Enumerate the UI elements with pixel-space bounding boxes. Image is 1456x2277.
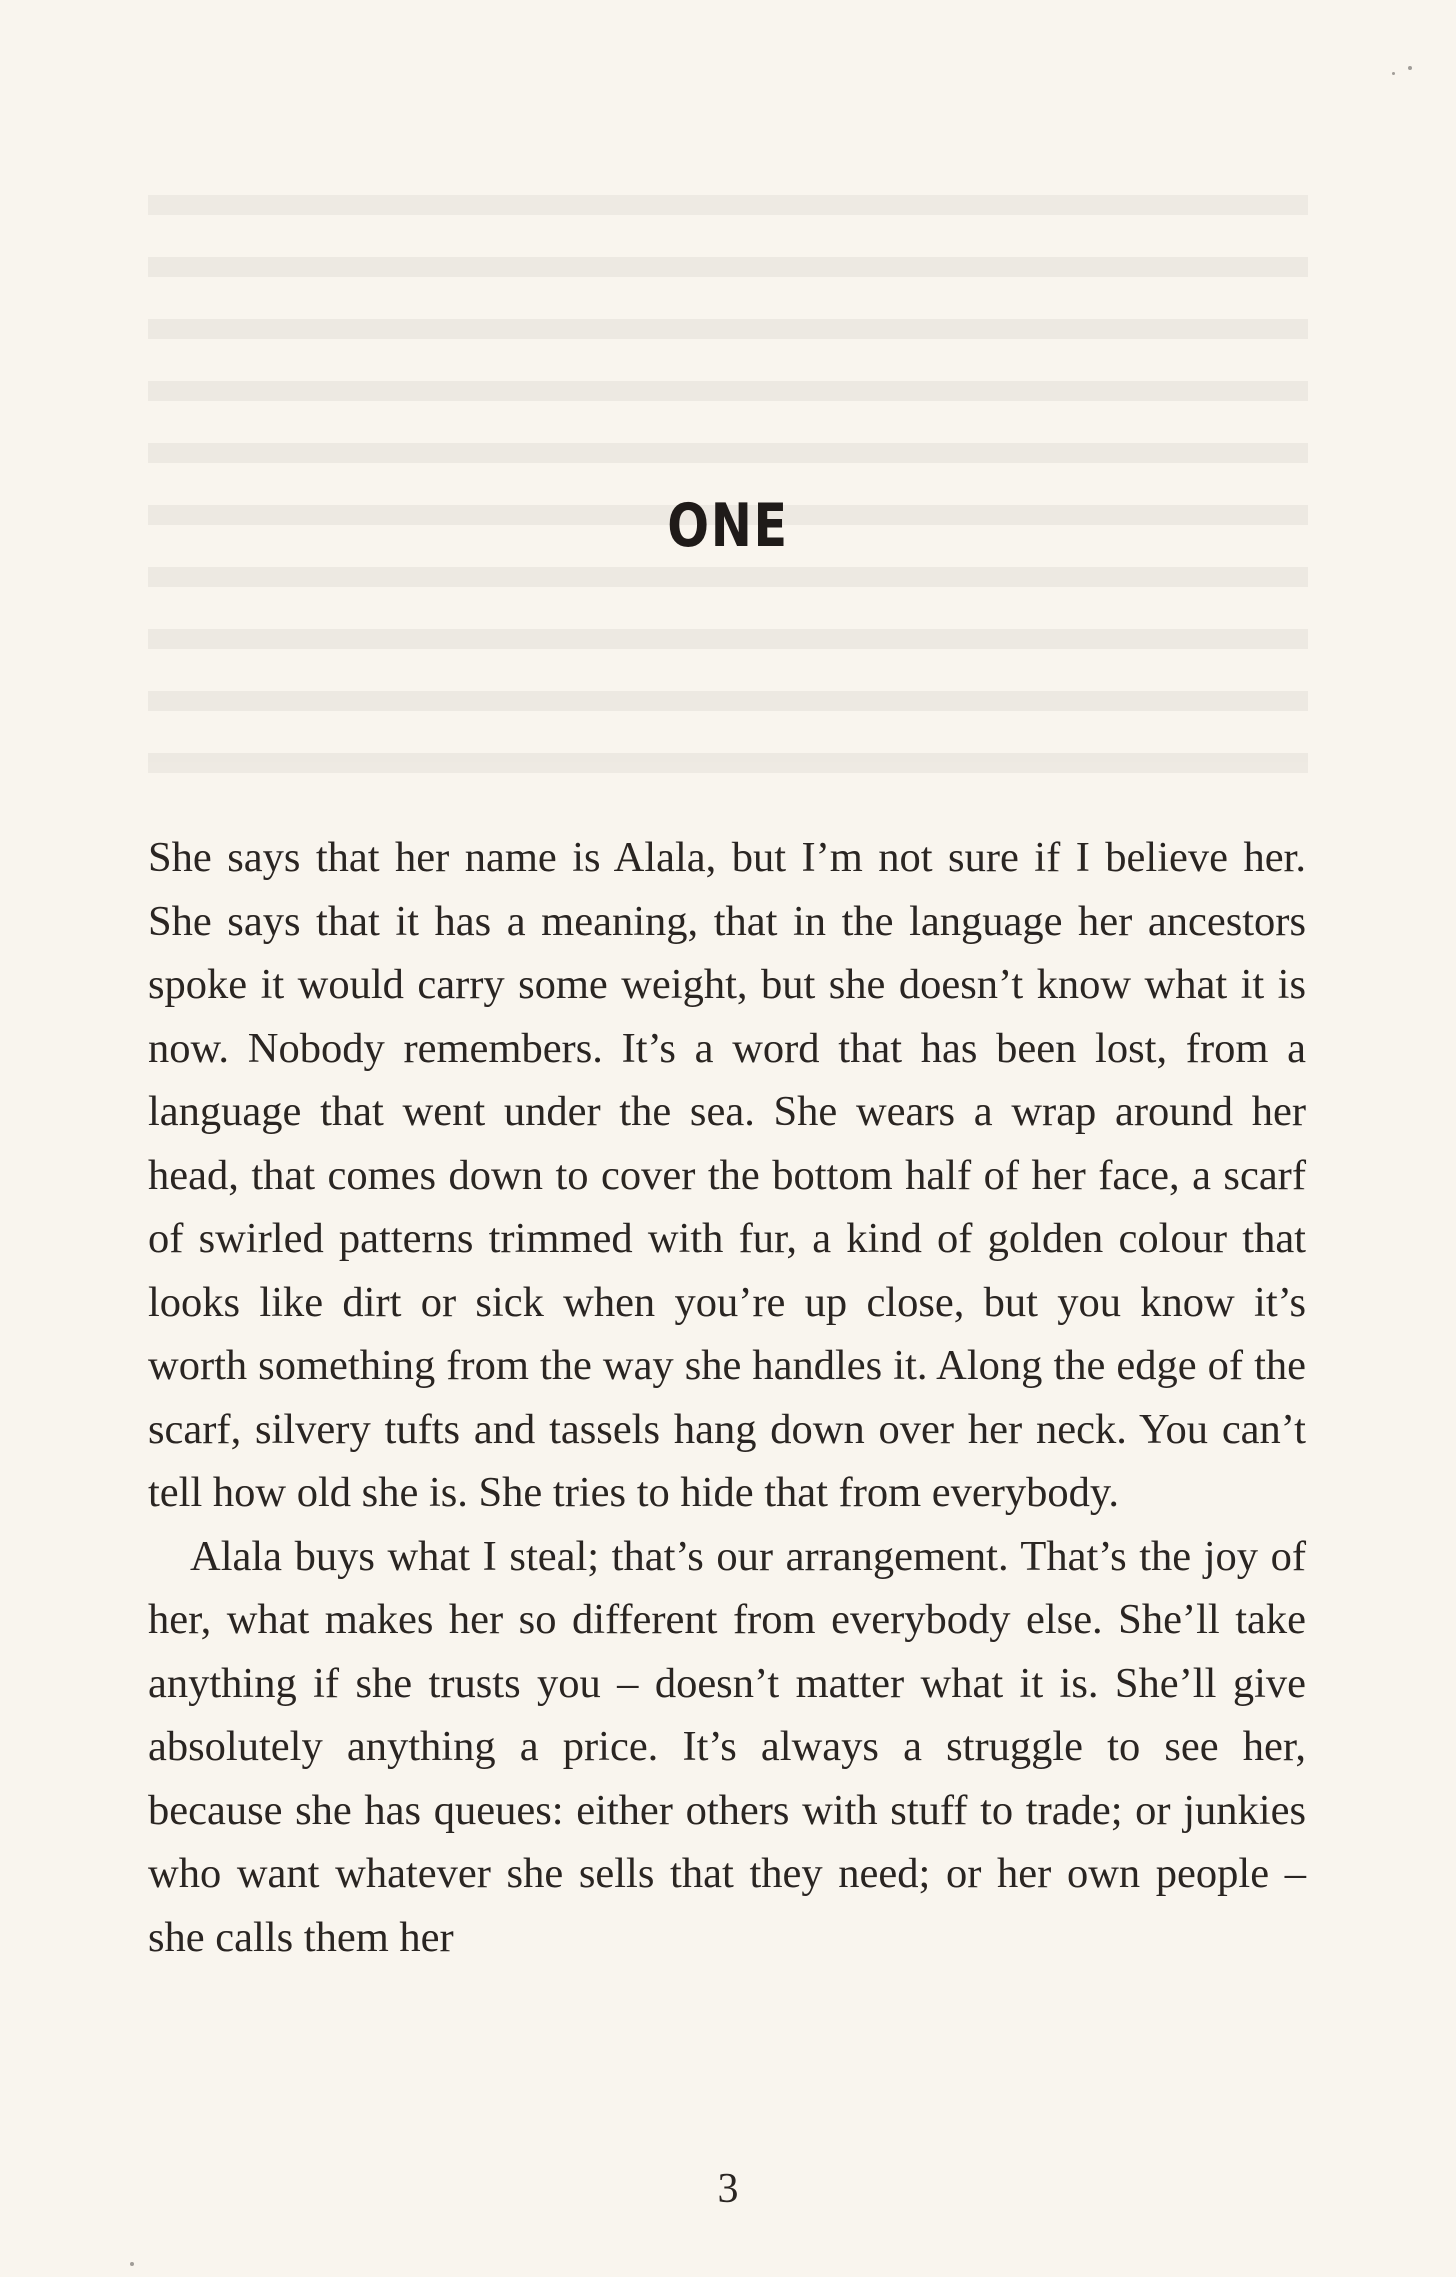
paper-speck xyxy=(1392,72,1395,75)
page-number: 3 xyxy=(717,2166,739,2212)
paragraph: Alala buys what I steal; that’s our arrangement. That’s the joy of her, what makes her so different from everybody else. She’ll take anything if she trusts you – doesn’t matter what it is. She’ll give absolutely anything a price. It’s always a struggle to see her, because she has queues: either others with stuff to trade; or junkies who want whatever she sells that they need; or her own people – she calls them her xyxy=(148,1532,1306,1961)
paper-speck xyxy=(1408,66,1412,70)
paper-speck xyxy=(130,2262,134,2266)
chapter-title: ONE xyxy=(667,491,789,561)
paragraph: She says that her name is Alala, but I’m not sure if I believe her. She says that it has a meaning, that in the language her ancestors spoke it would carry some weight, but she doesn’t know what it is now. Nobody remembers. It’s a word that has been lost, from a language that went under the sea. She wears a wrap around her head, that comes down to cover the bottom half of her face, a scarf of swirled patterns trimmed with fur, a kind of golden colour that looks like dirt or sick when you’re up close, but you know it’s worth something from the way she handles it. Along the edge of the scarf, silvery tufts and tassels hang down over her neck. You can’t tell how old she is. She tries to hide that from everybody. xyxy=(148,834,1306,1516)
body-text xyxy=(148,826,1306,1969)
